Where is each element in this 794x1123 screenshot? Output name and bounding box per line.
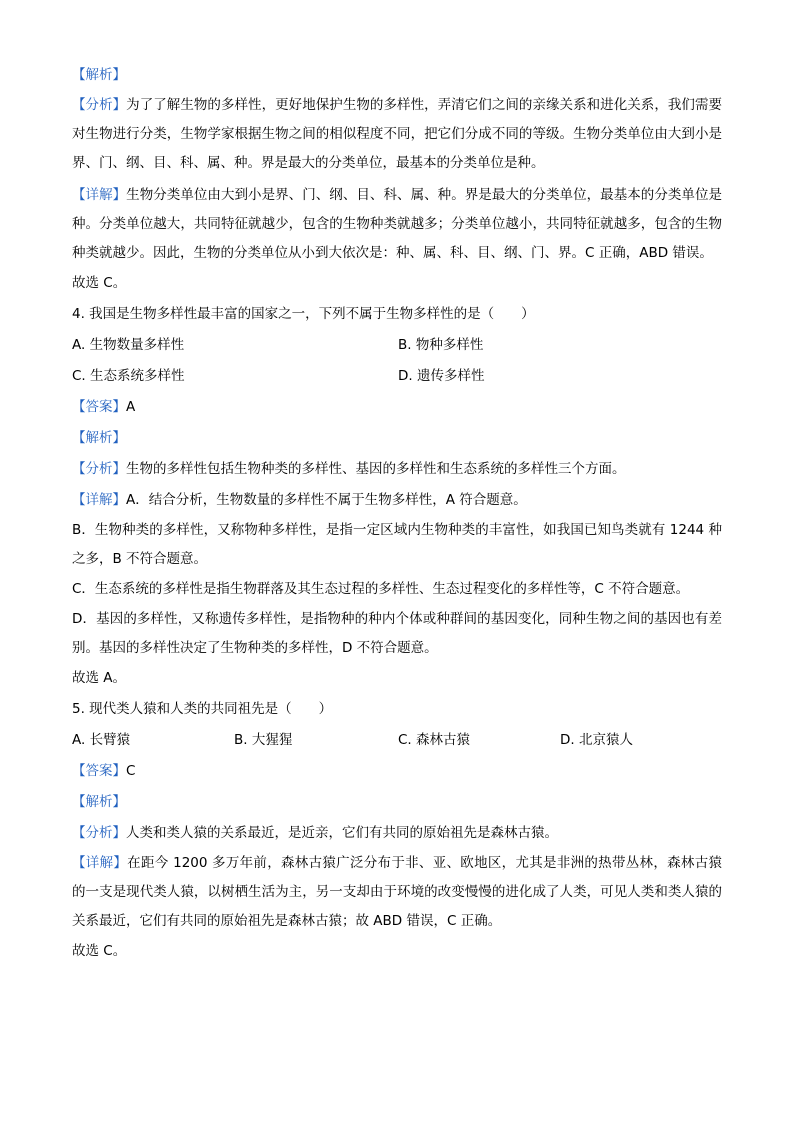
- q4-options-row-2: [72, 361, 722, 392]
- q5-choice: 故选 C。: [72, 943, 127, 959]
- q4-jiexi-heading: [72, 423, 722, 454]
- q5-option-c: C. 森林古猿: [398, 732, 471, 748]
- q4-xiangjie-a: [72, 485, 722, 516]
- q5-stem: 5. 现代类人猿和人类的共同祖先是（ ）: [72, 701, 333, 717]
- prev-jiexi-heading: [72, 60, 722, 91]
- q4-xiangjie-a-text: A．结合分析，生物数量的多样性不属于生物多样性，A 符合题意。: [126, 492, 527, 508]
- prev-xiangjie-text: 生物分类单位由大到小是界、门、纲、目、科、属、种。界是最大的分类单位，最基本的分类单位是种。分类单位越大，共同特征就越少，包含的生物种类就越多；分类单位越小，共同特征就越多，包含的生物种类就越少。因此，生物的分类单位从小到大依次是：种、属、科、目、纲、门、界。C 正确，ABD 错误。: [72, 187, 723, 261]
- q4-option-d: D. 遗传多样性: [398, 368, 485, 384]
- q5-answer-value: C: [126, 763, 136, 779]
- q5-xiangjie-paragraph: [72, 849, 722, 936]
- prev-xiangjie-paragraph: [72, 181, 722, 268]
- document-page: [72, 60, 722, 967]
- q4-option-b: B. 物种多样性: [398, 337, 484, 353]
- answer-tag: 【答案】: [72, 763, 126, 779]
- q4-xiangjie-b: B．生物种类的多样性，又称物种多样性，是指一定区域内生物种类的丰富性，如我国已知鸟类就有 1244 种之多，B 不符合题意。: [72, 522, 722, 567]
- q5-fenxi-text: 人类和类人猿的关系最近，是近亲，它们有共同的原始祖先是森林古猿。: [126, 825, 558, 841]
- prev-fenxi-text: 为了了解生物的多样性，更好地保护生物的多样性，弄清它们之间的亲缘关系和进化关系，我们需要对生物进行分类，生物学家根据生物之间的相似程度不同，把它们分成不同的等级。生物分类单位由大到小是界、门、纲、目、科、属、种。界是最大的分类单位，最基本的分类单位是种。: [72, 97, 723, 171]
- xiangjie-tag: 【详解】: [72, 492, 126, 508]
- jiexi-tag: 【解析】: [72, 430, 126, 446]
- fenxi-tag: 【分析】: [72, 825, 126, 841]
- q4-option-c: C. 生态系统多样性: [72, 368, 185, 384]
- q4-fenxi-paragraph: [72, 454, 722, 485]
- q5-option-b: B. 大猩猩: [234, 732, 293, 748]
- q5-options-row: [72, 725, 722, 756]
- fenxi-tag: 【分析】: [72, 97, 127, 113]
- q4-answer-value: A: [126, 399, 136, 415]
- answer-tag: 【答案】: [72, 399, 126, 415]
- jiexi-tag: 【解析】: [72, 794, 126, 810]
- q4-option-a: A. 生物数量多样性: [72, 337, 185, 353]
- q4-stem: 4. 我国是生物多样性最丰富的国家之一，下列不属于生物多样性的是（ ）: [72, 306, 535, 322]
- q5-option-a: A. 长臂猿: [72, 732, 131, 748]
- prev-fenxi-paragraph: [72, 91, 722, 178]
- jiexi-tag: 【解析】: [72, 67, 126, 83]
- q4-answer: [72, 392, 722, 423]
- q4-options-row-1: [72, 330, 722, 361]
- q5-fenxi-paragraph: [72, 818, 722, 849]
- q5-xiangjie-text: 在距今 1200 多万年前，森林古猿广泛分布于非、亚、欧地区，尤其是非洲的热带丛林，森林古猿的一支是现代类人猿，以树栖生活为主，另一支却由于环境的改变慢慢的进化成了人类，可见人类和类人猿的关系最近，它们有共同的原始祖先是森林古猿；故 ABD 错误，C 正确。: [72, 855, 722, 929]
- q4-xiangjie-d: D．基因的多样性，又称遗传多样性，是指物种的种内个体或种群间的基因变化，同种生物之间的基因也有差别。基因的多样性决定了生物种类的多样性，D 不符合题意。: [72, 611, 722, 656]
- q4-choice: 故选 A。: [72, 670, 127, 686]
- q5-option-d: D. 北京猿人: [560, 732, 633, 748]
- q5-jiexi-heading: [72, 787, 722, 818]
- xiangjie-tag: 【详解】: [72, 187, 127, 203]
- xiangjie-tag: 【详解】: [72, 855, 128, 871]
- q4-xiangjie-c: C．生态系统的多样性是指生物群落及其生态过程的多样性、生态过程变化的多样性等，C 不符合题意。: [72, 581, 690, 597]
- prev-choice: 故选 C。: [72, 275, 127, 291]
- fenxi-tag: 【分析】: [72, 461, 126, 477]
- q4-fenxi-text: 生物的多样性包括生物种类的多样性、基因的多样性和生态系统的多样性三个方面。: [126, 461, 626, 477]
- q5-answer: [72, 756, 722, 787]
